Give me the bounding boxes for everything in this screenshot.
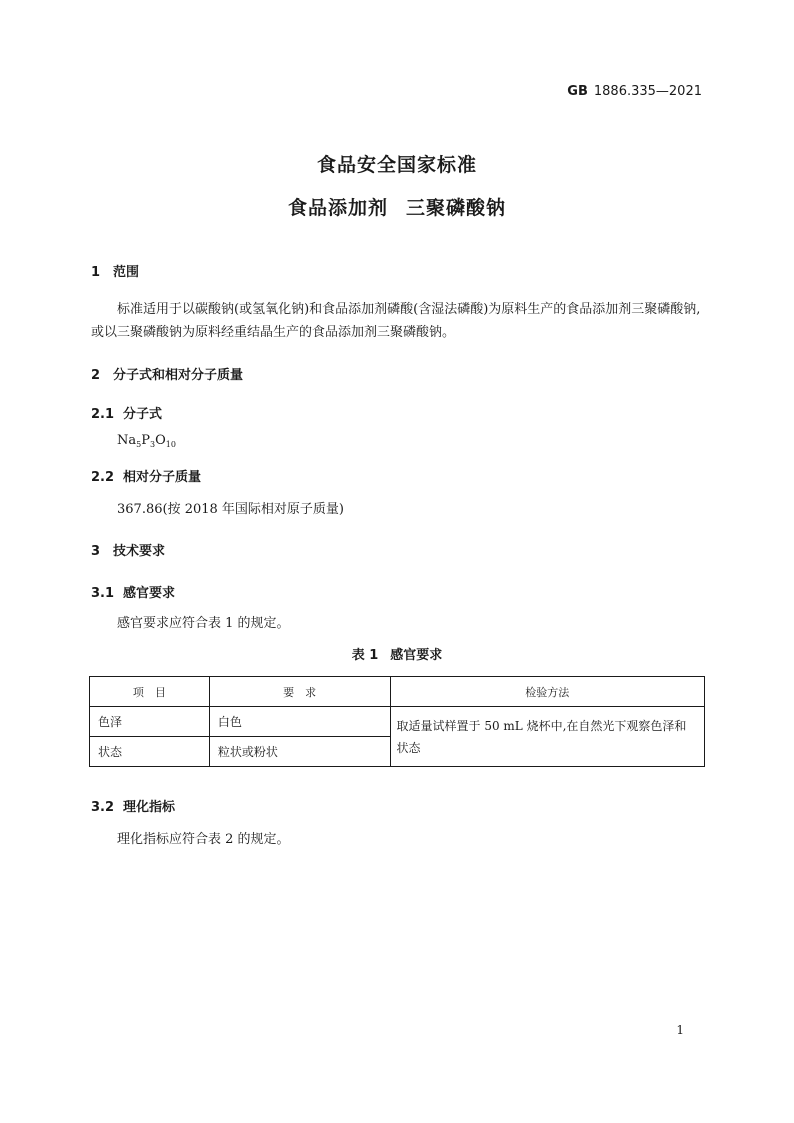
header-requirement: 要 求: [209, 677, 390, 707]
table-title: 感官要求: [390, 648, 443, 663]
section-title: 技术要求: [113, 544, 166, 559]
section-title: 分子式和相对分子质量: [113, 368, 244, 383]
standard-prefix: GB: [567, 84, 588, 99]
sensory-requirements-table: [89, 676, 705, 767]
section-heading-1: [91, 261, 139, 280]
document-title: 食品安全国家标准: [316, 154, 477, 176]
section-heading-2: [91, 364, 243, 383]
subtitle-part1: 食品添加剂: [287, 197, 388, 219]
cell-item: 状态: [90, 737, 210, 767]
section-title: 分子式: [123, 407, 163, 422]
standard-number: 1886.335—2021: [593, 84, 702, 99]
cell-method: 取适量试样置于 50 mL 烧杯中,在自然光下观察色泽和状态: [390, 707, 704, 767]
subtitle-part2: 三聚磷酸钠: [406, 197, 507, 219]
section-title: 感官要求: [123, 586, 176, 601]
header-item: 项 目: [90, 677, 210, 707]
table-label: 表 1: [351, 648, 379, 663]
header-method: 检验方法: [390, 677, 704, 707]
cell-requirement: 白色: [209, 707, 390, 737]
molecular-formula: $Na_5P_3O_{10}$: [117, 433, 176, 449]
cell-requirement: 粒状或粉状: [209, 737, 390, 767]
section-number: 2: [91, 368, 101, 383]
section-heading-3-1: [91, 582, 175, 601]
physicochemical-text: 理化指标应符合表 2 的规定。: [117, 832, 290, 847]
section-number: 2.2: [91, 470, 115, 485]
section-number: 3: [91, 544, 101, 559]
section-number: 3.1: [91, 586, 115, 601]
section-number: 2.1: [91, 407, 115, 422]
table-header-row: [90, 677, 705, 707]
section-title: 相对分子质量: [123, 470, 202, 485]
molecular-weight: 367.86(按 2018 年国际相对原子质量): [117, 502, 344, 517]
sensory-requirement-text: 感官要求应符合表 1 的规定。: [117, 616, 290, 631]
section-heading-3: [91, 540, 165, 559]
cell-item: 色泽: [90, 707, 210, 737]
section-number: 3.2: [91, 800, 115, 815]
section-title: 理化指标: [123, 800, 176, 815]
table-caption: [0, 644, 794, 663]
section-heading-2-1: [91, 403, 162, 422]
document-subtitle: [0, 193, 794, 220]
standard-code: [567, 84, 702, 99]
section-number: 1: [91, 265, 101, 280]
section-title: 范围: [113, 265, 140, 280]
scope-paragraph: 标准适用于以碳酸钠(或氢氧化钠)和食品添加剂磷酸(含湿法磷酸)为原料生产的食品添加剂三聚磷酸钠,或以三聚磷酸钠为原料经重结晶生产的食品添加剂三聚磷酸钠。: [91, 302, 701, 340]
page-number: 1: [676, 1023, 684, 1037]
section-heading-2-2: [91, 466, 201, 485]
section-heading-3-2: [91, 796, 175, 815]
table-row: [90, 707, 705, 737]
